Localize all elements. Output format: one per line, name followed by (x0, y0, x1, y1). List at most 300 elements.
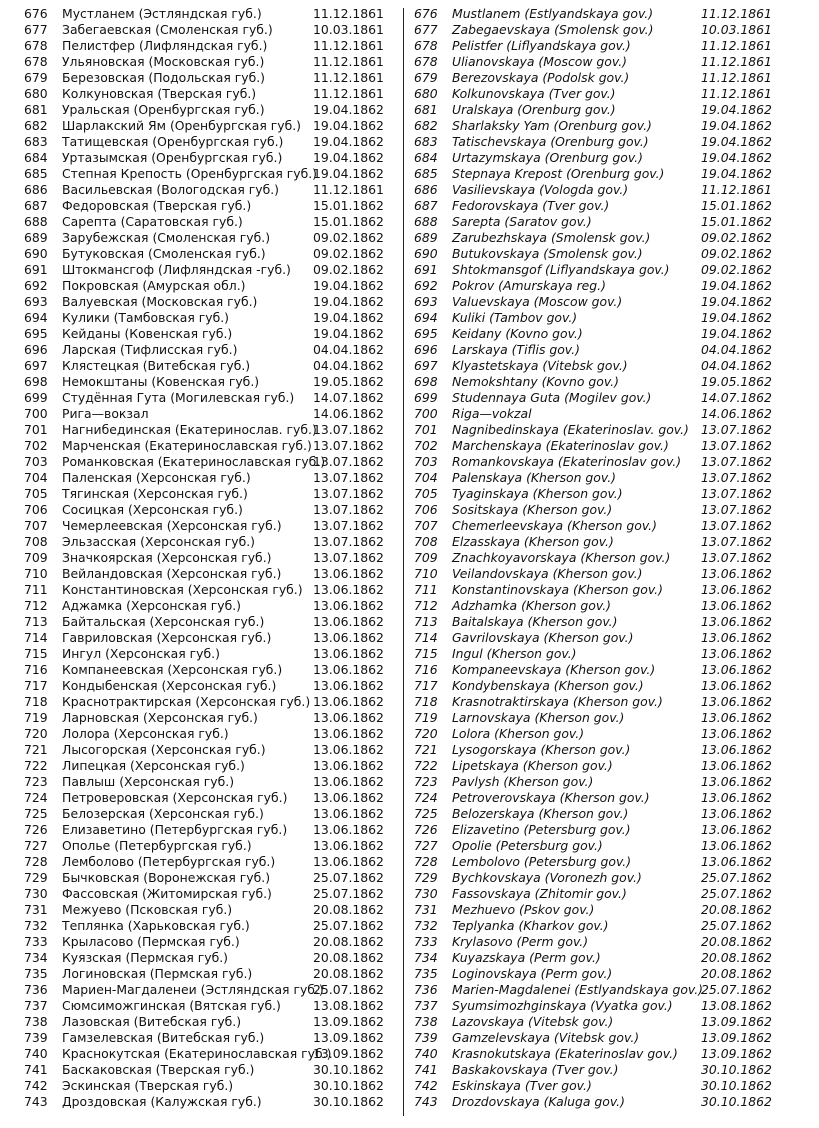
opening-date: 10.03.1861 (701, 22, 772, 37)
station-row-translit (408, 678, 813, 694)
opening-date: 09.02.1862 (701, 262, 772, 277)
station-number: 719 (24, 710, 48, 725)
station-name: Eskinskaya (Tver gov.) (452, 1078, 592, 1093)
transliterated-station-list (408, 6, 813, 1110)
opening-date: 13.06.1862 (701, 630, 772, 645)
station-row-translit (408, 118, 813, 134)
station-row (0, 342, 400, 358)
station-row-translit (408, 102, 813, 118)
station-name: Эльзасская (Херсонская губ.) (62, 534, 255, 549)
station-number: 679 (24, 70, 48, 85)
station-name: Adzhamka (Kherson gov.) (452, 598, 611, 613)
station-number: 681 (414, 102, 438, 117)
station-name: Куязская (Пермская губ.) (62, 950, 228, 965)
station-row (0, 822, 400, 838)
station-row-translit (408, 166, 813, 182)
station-number: 728 (24, 854, 48, 869)
station-name: Байтальская (Херсонская губ.) (62, 614, 265, 629)
opening-date: 13.06.1862 (313, 774, 384, 789)
opening-date: 13.06.1862 (701, 838, 772, 853)
station-row-translit (408, 934, 813, 950)
station-number: 735 (414, 966, 438, 981)
station-name: Berezovskaya (Podolsk gov.) (452, 70, 630, 85)
station-name: Butukovskaya (Smolensk gov.) (452, 246, 643, 261)
station-row (0, 438, 400, 454)
station-name: Elizavetino (Petersburg gov.) (452, 822, 631, 837)
station-row-translit (408, 662, 813, 678)
station-name: Vasilievskaya (Vologda gov.) (452, 182, 629, 197)
opening-date: 15.01.1862 (313, 198, 384, 213)
station-name: Мустланем (Эстляндская губ.) (62, 6, 262, 21)
station-row (0, 646, 400, 662)
station-name: Бутуковская (Смоленская губ.) (62, 246, 266, 261)
station-row-translit (408, 54, 813, 70)
station-number: 692 (24, 278, 48, 293)
station-row (0, 182, 400, 198)
opening-date: 13.07.1862 (701, 486, 772, 501)
station-name: Лолора (Херсонская губ.) (62, 726, 229, 741)
station-row (0, 534, 400, 550)
opening-date: 19.05.1862 (701, 374, 772, 389)
opening-date: 19.04.1862 (313, 134, 384, 149)
station-number: 677 (414, 22, 438, 37)
station-number: 725 (24, 806, 48, 821)
opening-date: 09.02.1862 (701, 230, 772, 245)
station-name: Константиновская (Херсонская губ.) (62, 582, 303, 597)
station-name: Nemokshtany (Kovno gov.) (452, 374, 619, 389)
opening-date: 10.03.1861 (313, 22, 384, 37)
station-row (0, 950, 400, 966)
station-row-translit (408, 614, 813, 630)
opening-date: 20.08.1862 (313, 902, 384, 917)
opening-date: 19.04.1862 (313, 166, 384, 181)
station-row (0, 422, 400, 438)
station-row (0, 454, 400, 470)
station-row-translit (408, 1014, 813, 1030)
station-number: 704 (24, 470, 48, 485)
station-number: 699 (414, 390, 438, 405)
station-number: 732 (24, 918, 48, 933)
station-row (0, 246, 400, 262)
station-number: 709 (24, 550, 48, 565)
station-number: 703 (414, 454, 438, 469)
opening-date: 19.04.1862 (313, 102, 384, 117)
opening-date: 13.07.1862 (313, 550, 384, 565)
station-row-translit (408, 406, 813, 422)
station-number: 708 (24, 534, 48, 549)
station-row-translit (408, 534, 813, 550)
station-name: Колкуновская (Тверская губ.) (62, 86, 257, 101)
station-name: Kuyazskaya (Perm gov.) (452, 950, 601, 965)
opening-date: 13.06.1862 (313, 662, 384, 677)
station-row-translit (408, 310, 813, 326)
station-name: Lazovskaya (Vitebsk gov.) (452, 1014, 614, 1029)
station-number: 680 (414, 86, 438, 101)
station-number: 730 (24, 886, 48, 901)
station-number: 739 (24, 1030, 48, 1045)
station-row-translit (408, 742, 813, 758)
opening-date: 13.08.1862 (701, 998, 772, 1013)
station-number: 708 (414, 534, 438, 549)
station-name: Белозерская (Херсонская губ.) (62, 806, 264, 821)
station-row-translit (408, 870, 813, 886)
station-name: Рига—вокзал (62, 406, 149, 421)
station-row-translit (408, 374, 813, 390)
station-number: 685 (24, 166, 48, 181)
station-row-translit (408, 550, 813, 566)
station-row-translit (408, 422, 813, 438)
station-row-translit (408, 470, 813, 486)
station-name: Krasnotraktirskaya (Kherson gov.) (452, 694, 663, 709)
station-row (0, 502, 400, 518)
station-number: 737 (414, 998, 438, 1013)
opening-date: 11.12.1861 (313, 182, 384, 197)
station-number: 697 (414, 358, 438, 373)
station-row-translit (408, 86, 813, 102)
station-name: Баскаковская (Тверская губ.) (62, 1062, 255, 1077)
station-row (0, 6, 400, 22)
opening-date: 19.04.1862 (313, 294, 384, 309)
station-number: 733 (24, 934, 48, 949)
opening-date: 13.07.1862 (701, 422, 772, 437)
station-number: 724 (414, 790, 438, 805)
station-number: 687 (24, 198, 48, 213)
station-row (0, 934, 400, 950)
station-name: Urtazymskaya (Orenburg gov.) (452, 150, 643, 165)
station-name: Лысогорская (Херсонская губ.) (62, 742, 266, 757)
station-name: Lembolovo (Petersburg gov.) (452, 854, 632, 869)
station-number: 734 (414, 950, 438, 965)
station-number: 721 (24, 742, 48, 757)
station-name: Валуевская (Московская губ.) (62, 294, 258, 309)
station-number: 715 (24, 646, 48, 661)
opening-date: 13.06.1862 (313, 710, 384, 725)
station-name: Mezhuevo (Pskov gov.) (452, 902, 595, 917)
station-row-translit (408, 358, 813, 374)
station-number: 730 (414, 886, 438, 901)
station-row (0, 630, 400, 646)
station-name: Stepnaya Krepost (Orenburg gov.) (452, 166, 665, 181)
station-row-translit (408, 1030, 813, 1046)
station-row-translit (408, 230, 813, 246)
opening-date: 13.06.1862 (701, 662, 772, 677)
opening-date: 13.06.1862 (701, 854, 772, 869)
opening-date: 09.02.1862 (313, 262, 384, 277)
station-row-translit (408, 486, 813, 502)
station-row (0, 278, 400, 294)
station-row-translit (408, 198, 813, 214)
station-row-translit (408, 806, 813, 822)
station-name: Кондыбенская (Херсонская губ.) (62, 678, 277, 693)
station-number: 689 (414, 230, 438, 245)
station-number: 703 (24, 454, 48, 469)
opening-date: 30.10.1862 (701, 1062, 772, 1077)
station-name: Чемерлеевская (Херсонская губ.) (62, 518, 282, 533)
station-number: 707 (24, 518, 48, 533)
station-number: 676 (24, 6, 48, 21)
station-number: 680 (24, 86, 48, 101)
station-row (0, 838, 400, 854)
station-number: 693 (414, 294, 438, 309)
station-row-translit (408, 646, 813, 662)
station-name: Ingul (Kherson gov.) (452, 646, 577, 661)
opening-date: 11.12.1861 (313, 54, 384, 69)
station-number: 718 (414, 694, 438, 709)
opening-date: 25.07.1862 (313, 886, 384, 901)
station-name: Лемболово (Петербургская губ.) (62, 854, 276, 869)
opening-date: 13.07.1862 (313, 438, 384, 453)
station-name: Gavrilovskaya (Kherson gov.) (452, 630, 634, 645)
opening-date: 13.06.1862 (701, 598, 772, 613)
opening-date: 13.06.1862 (701, 790, 772, 805)
opening-date: 13.07.1862 (701, 518, 772, 533)
station-name: Sarepta (Saratov gov.) (452, 214, 592, 229)
station-row (0, 470, 400, 486)
station-number: 698 (24, 374, 48, 389)
station-row (0, 1014, 400, 1030)
opening-date: 09.02.1862 (313, 230, 384, 245)
station-number: 715 (414, 646, 438, 661)
opening-date: 13.06.1862 (701, 822, 772, 837)
station-row (0, 998, 400, 1014)
station-row (0, 150, 400, 166)
station-row-translit (408, 342, 813, 358)
station-row (0, 662, 400, 678)
opening-date: 11.12.1861 (701, 54, 772, 69)
opening-date: 13.07.1862 (701, 454, 772, 469)
station-number: 694 (24, 310, 48, 325)
station-name: Marchenskaya (Ekaterinoslav gov.) (452, 438, 669, 453)
opening-date: 04.04.1862 (701, 342, 772, 357)
station-name: Марченская (Екатеринославская губ.) (62, 438, 312, 453)
station-number: 731 (414, 902, 438, 917)
opening-date: 19.04.1862 (701, 118, 772, 133)
station-number: 711 (414, 582, 438, 597)
opening-date: 13.07.1862 (313, 502, 384, 517)
station-number: 696 (24, 342, 48, 357)
station-row (0, 230, 400, 246)
opening-date: 13.07.1862 (313, 454, 384, 469)
station-number: 739 (414, 1030, 438, 1045)
station-name: Ингул (Херсонская губ.) (62, 646, 220, 661)
station-row-translit (408, 758, 813, 774)
station-name: Петроверовская (Херсонская губ.) (62, 790, 288, 805)
opening-date: 13.06.1862 (313, 630, 384, 645)
station-number: 696 (414, 342, 438, 357)
station-row-translit (408, 6, 813, 22)
station-row-translit (408, 438, 813, 454)
opening-date: 25.07.1862 (313, 918, 384, 933)
station-name: Shtokmansgof (Liflyandskaya gov.) (452, 262, 670, 277)
station-number: 733 (414, 934, 438, 949)
opening-date: 13.06.1862 (701, 678, 772, 693)
opening-date: 13.06.1862 (313, 614, 384, 629)
station-number: 727 (24, 838, 48, 853)
station-row (0, 566, 400, 582)
station-number: 679 (414, 70, 438, 85)
station-row (0, 390, 400, 406)
station-number: 731 (24, 902, 48, 917)
station-row-translit (408, 598, 813, 614)
station-number: 740 (414, 1046, 438, 1061)
station-name: Larskaya (Tiflis gov.) (452, 342, 580, 357)
station-row-translit (408, 710, 813, 726)
station-number: 678 (414, 54, 438, 69)
station-number: 691 (414, 262, 438, 277)
opening-date: 11.12.1861 (701, 86, 772, 101)
station-name: Petroverovskaya (Kherson gov.) (452, 790, 650, 805)
station-row (0, 806, 400, 822)
station-number: 694 (414, 310, 438, 325)
station-name: Bychkovskaya (Voronezh gov.) (452, 870, 642, 885)
station-name: Ulianovskaya (Moscow gov.) (452, 54, 627, 69)
station-name: Кулики (Тамбовская губ.) (62, 310, 229, 325)
station-row (0, 1046, 400, 1062)
station-name: Значкоярская (Херсонская губ.) (62, 550, 272, 565)
station-name: Пелистфер (Лифляндская губ.) (62, 38, 268, 53)
station-number: 700 (414, 406, 438, 421)
station-row-translit (408, 822, 813, 838)
station-number: 743 (24, 1094, 48, 1109)
station-name: Studennaya Guta (Mogilev gov.) (452, 390, 652, 405)
station-row (0, 326, 400, 342)
station-row-translit (408, 150, 813, 166)
opening-date: 04.04.1862 (701, 358, 772, 373)
station-row (0, 1094, 400, 1110)
station-row (0, 582, 400, 598)
station-row (0, 358, 400, 374)
opening-date: 13.08.1862 (313, 998, 384, 1013)
station-name: Kompaneevskaya (Kherson gov.) (452, 662, 656, 677)
station-row (0, 886, 400, 902)
station-number: 714 (24, 630, 48, 645)
station-row-translit (408, 854, 813, 870)
station-name: Gamzelevskaya (Vitebsk gov.) (452, 1030, 640, 1045)
station-name: Сюмсиможгинская (Вятская губ.) (62, 998, 281, 1013)
station-row-translit (408, 886, 813, 902)
opening-date: 30.10.1862 (313, 1094, 384, 1109)
opening-date: 19.04.1862 (313, 310, 384, 325)
station-name: Степная Крепость (Оренбургская губ.) (62, 166, 317, 181)
station-row (0, 694, 400, 710)
opening-date: 09.02.1862 (701, 246, 772, 261)
opening-date: 13.09.1862 (313, 1046, 384, 1061)
opening-date: 20.08.1862 (701, 966, 772, 981)
opening-date: 13.06.1862 (701, 758, 772, 773)
opening-date: 30.10.1862 (701, 1094, 772, 1109)
russian-station-list (0, 6, 400, 1110)
station-name: Татищевская (Оренбургская губ.) (62, 134, 284, 149)
station-name: Klyastetskaya (Vitebsk gov.) (452, 358, 628, 373)
opening-date: 13.06.1862 (701, 566, 772, 581)
opening-date: 14.06.1862 (701, 406, 772, 421)
opening-date: 19.04.1862 (701, 310, 772, 325)
station-number: 720 (414, 726, 438, 741)
station-row-translit (408, 326, 813, 342)
station-number: 742 (414, 1078, 438, 1093)
station-number: 677 (24, 22, 48, 37)
station-number: 684 (24, 150, 48, 165)
opening-date: 19.04.1862 (313, 150, 384, 165)
station-row (0, 518, 400, 534)
opening-date: 13.07.1862 (313, 534, 384, 549)
opening-date: 20.08.1862 (313, 966, 384, 981)
opening-date: 04.04.1862 (313, 358, 384, 373)
station-number: 686 (414, 182, 438, 197)
station-name: Ульяновская (Московская губ.) (62, 54, 265, 69)
station-number: 688 (414, 214, 438, 229)
opening-date: 13.06.1862 (701, 742, 772, 757)
station-number: 687 (414, 198, 438, 213)
station-name: Федоровская (Тверская губ.) (62, 198, 252, 213)
station-name: Павлыш (Херсонская губ.) (62, 774, 235, 789)
station-name: Syumsimozhginskaya (Vyatka gov.) (452, 998, 673, 1013)
station-name: Покровская (Амурская обл.) (62, 278, 246, 293)
station-name: Межуево (Псковская губ.) (62, 902, 233, 917)
station-row-translit (408, 1078, 813, 1094)
station-number: 678 (414, 38, 438, 53)
opening-date: 13.07.1862 (313, 422, 384, 437)
station-row-translit (408, 790, 813, 806)
station-name: Konstantinovskaya (Kherson gov.) (452, 582, 663, 597)
station-number: 712 (414, 598, 438, 613)
station-row (0, 70, 400, 86)
station-row-translit (408, 262, 813, 278)
station-name: Kolkunovskaya (Tver gov.) (452, 86, 616, 101)
station-number: 702 (414, 438, 438, 453)
station-row-translit (408, 950, 813, 966)
station-number: 706 (414, 502, 438, 517)
station-number: 692 (414, 278, 438, 293)
station-row-translit (408, 22, 813, 38)
station-number: 686 (24, 182, 48, 197)
station-row-translit (408, 918, 813, 934)
station-name: Romankovskaya (Ekaterinoslav gov.) (452, 454, 682, 469)
station-row (0, 214, 400, 230)
station-row (0, 262, 400, 278)
station-number: 737 (24, 998, 48, 1013)
station-number: 718 (24, 694, 48, 709)
station-row-translit (408, 390, 813, 406)
station-name: Вейландовская (Херсонская губ.) (62, 566, 282, 581)
opening-date: 13.06.1862 (701, 774, 772, 789)
station-number: 734 (24, 950, 48, 965)
station-name: Teplyanka (Kharkov gov.) (452, 918, 609, 933)
opening-date: 13.06.1862 (313, 758, 384, 773)
station-row (0, 598, 400, 614)
station-number: 712 (24, 598, 48, 613)
opening-date: 13.07.1862 (313, 486, 384, 501)
station-name: Zabegaevskaya (Smolensk gov.) (452, 22, 654, 37)
station-name: Baitalskaya (Kherson gov.) (452, 614, 618, 629)
station-number: 726 (414, 822, 438, 837)
opening-date: 25.07.1862 (701, 982, 772, 997)
opening-date: 25.07.1862 (313, 870, 384, 885)
opening-date: 13.07.1862 (701, 534, 772, 549)
station-name: Березовская (Подольская губ.) (62, 70, 266, 85)
station-number: 709 (414, 550, 438, 565)
station-name: Дроздовская (Калужская губ.) (62, 1094, 262, 1109)
opening-date: 20.08.1862 (701, 902, 772, 917)
station-name: Студённая Гута (Могилевская губ.) (62, 390, 295, 405)
opening-date: 11.12.1861 (313, 86, 384, 101)
opening-date: 25.07.1862 (701, 918, 772, 933)
opening-date: 13.06.1862 (701, 582, 772, 597)
opening-date: 13.07.1862 (701, 502, 772, 517)
station-row (0, 614, 400, 630)
station-number: 685 (414, 166, 438, 181)
station-name: Романковская (Екатеринославская губ.) (62, 454, 326, 469)
